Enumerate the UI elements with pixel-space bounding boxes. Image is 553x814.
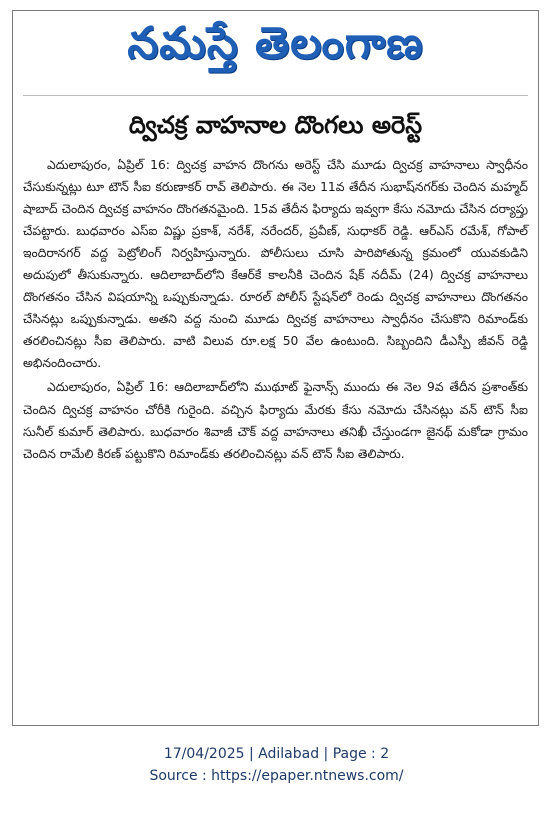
masthead [13,11,538,87]
newspaper-clipping [12,10,539,726]
article-paragraph-2: ఎదులాపురం, ఏప్రిల్ 16: ఆదిలాబాద్‌లోని ముథూట్ ఫైనాన్స్ ముందు ఈ నెల 9వ తేదీన ప్రశాంత్‌కు చెందిన ద్విచక్ర వాహనం చోరీకి గురైంది. వచ్చిన ఫిర్యాదు మేరకు కేసు నమోదు చేసినట్లు వన్ టౌన్ సీఐ సునీల్ కుమార్ తెలిపారు. బుధవారం శివాజీ చౌక్ వద్ద వాహనాలు తనిఖీ చేస్తుండగా జైనథ్ మకోడా గ్రామం చెందిన రామేలి కిరణ్ పట్టుకొని రిమాండ్‌కు తరలించినట్లు వన్ టౌన్ సీఐ తెలిపారు. [23,380,528,461]
masthead-title: నమస్తే తెలంగాణ [127,18,424,69]
source-line: Source : https://epaper.ntnews.com/ [149,768,404,784]
article-body [23,154,528,465]
edition-date-line: 17/04/2025 | Adilabad | Page : 2 [163,746,390,762]
article-paragraph-1: ఎదులాపురం, ఏప్రిల్ 16: ద్విచక్ర వాహన దొంగను అరెస్ట్ చేసి మూడు ద్విచక్ర వాహనాలు స్వాధీనం చేసుకున్నట్లు టూ టౌన్ సీఐ కరుణాకర్ రావ్ తెలిపారు. ఈ నెల 11వ తేదీన సుభాష్‌నగర్‌కు చెందిన మహ్మద్ షాబాద్ చెందిన ద్విచక్ర వాహనం దొంగతనమైంది. 15వ తేదీన ఫిర్యాదు ఇవ్వగా కేసు నమోదు చేసిన దర్యాప్తు చేపట్టారు. బుధవారం ఎస్ఐ విష్ణు ప్రకాశ్, నరేశ్, నరేందర్, ప్రవీణ్, సుధాకర్ రెడ్డి. ఆర్ఎస్ రమేశ్, గోపాల్ ఇందిరానగర్ వద్ద పెట్రోలింగ్ నిర్వహిస్తున్నారు. పోలీసులు చూసి పారిపోతున్న క్రమంలో యువకుడిని అదుపులో తీసుకున్నారు. ఆదిలాబాద్‌లోని కేఆర్‌కే కాలనీకి చెందిన షేక్ నదీమ్ (24) ద్విచక్ర వాహనాలు దొంగతనం చేసిన విషయాన్ని ఒప్పుకున్నాడు. రూరల్ పోలీస్ స్టేషన్‌లో రెండు ద్విచక్ర వాహనాలు దొంగతనం చేసినట్లు ఒప్పుకున్నాడు. అతని వద్ద నుంచి మూడు ద్విచక్ర వాహనాలు స్వాధీనం చేసుకొని రిమాండ్‌కు తరలించినట్లు సీఐ తెలిపారు. వాటి విలువ రూ.లక్ష 50 వేల ఉంటుంది. సిబ్బందిని డీఎస్పీ జీవన్ రెడ్డి అభినందించారు. [23,158,528,371]
article-headline: ద్విచక్ర వాహనాల దొంగలు అరెస్ట్ [128,111,423,139]
masthead-divider [23,95,528,96]
